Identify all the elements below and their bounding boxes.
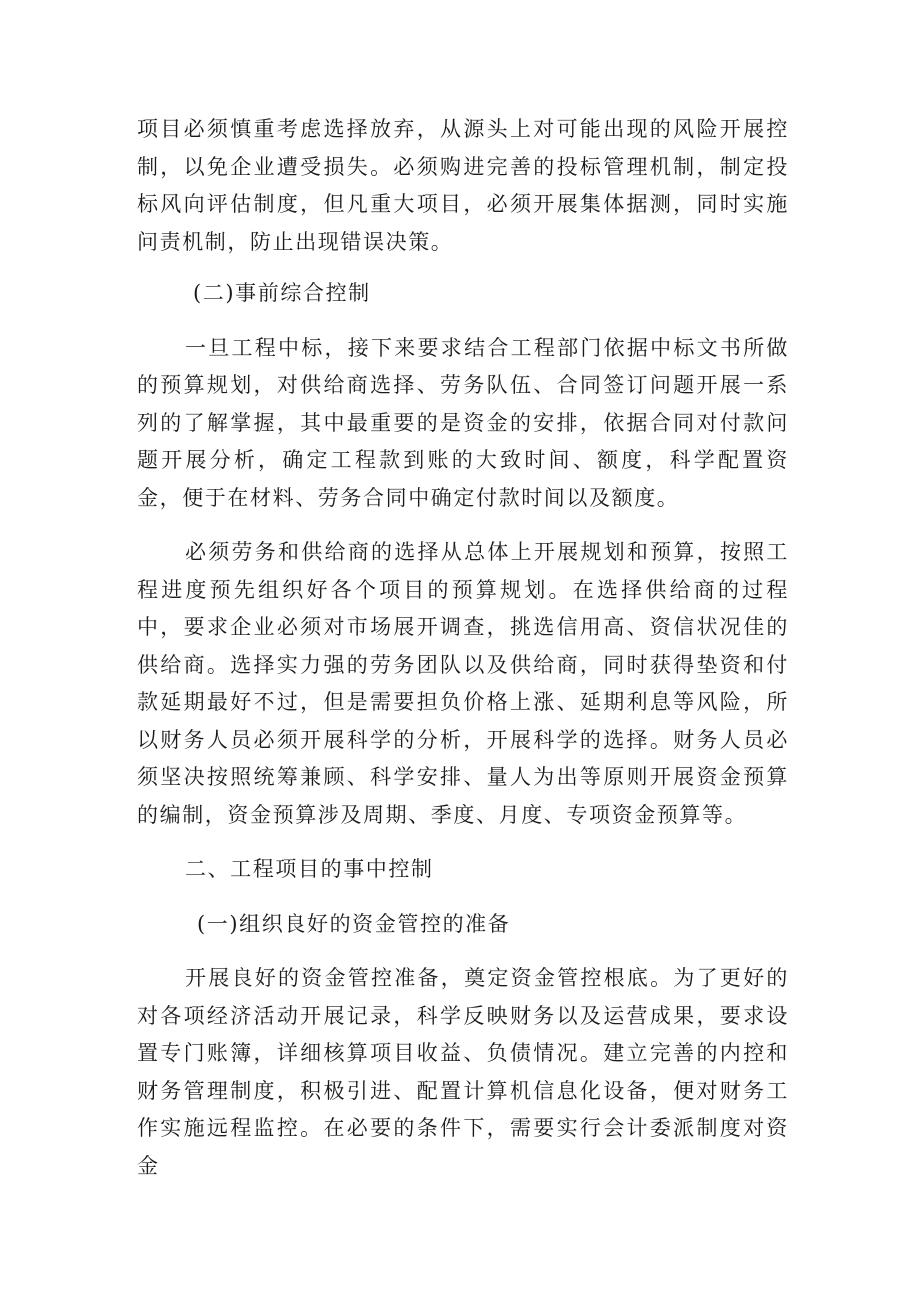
heading-fund-control-preparation: (一)组织良好的资金管控的准备 — [197, 911, 511, 936]
document-body — [137, 111, 789, 1185]
paragraph-supplier-selection: 必须劳务和供给商的选择从总体上开展规划和预算，按照工程进度预先组织好各个项目的预算规划。在选择供给商的过程中，要求企业必须对市场展开调查，挑选信用高、资信状况佳的供给商。选择实力强的劳务团队以及供给商，同时获得垫资和付款延期最好不过，但是需要担负价格上涨、延期利息等风险，所以财务人员必须开展科学的分析，开展科学的选择。财务人员必须坚决按照统筹兼顾、科学安排、量人为出等原则开展资金预算的编制，资金预算涉及周期、季度、月度、专项资金预算等。 — [137, 540, 789, 827]
heading-pre-event-control: (二)事前综合控制 — [193, 281, 371, 305]
paragraph-bid-risk-control: 项目必须慎重考虑选择放弃，从源头上对可能出现的风险开展控制，以免企业遭受损失。必须购进完善的投标管理机制，制定投标风向评估制度，但凡重大项目，必须开展集体据测，同时实施问责机制，防止出现错误决策。 — [137, 117, 789, 254]
paragraph-budget-planning: 一旦工程中标，接下来要求结合工程部门依据中标文书所做的预算规划，对供给商选择、劳务队伍、合同签订问题开展一系列的了解掌握，其中最重要的是资金的安排，依据合同对付款问题开展分析，确定工程款到账的大致时间、额度，科学配置资金，便于在材料、劳务合同中确定付款时间以及额度。 — [137, 335, 789, 510]
heading-in-process-control: 二、工程项目的事中控制 — [185, 857, 434, 881]
paragraph-fund-control-foundation: 开展良好的资金管控准备，奠定资金管控根底。为了更好的对各项经济活动开展记录，科学反映财务以及运营成果，要求设置专门账簿，详细核算项目收益、负债情况。建立完善的内控和财务管理制度，积极引进、配置计算机信息化设备，便对财务工作实施远程监控。在必要的条件下，需要实行会计委派制度对资金 — [137, 966, 789, 1178]
